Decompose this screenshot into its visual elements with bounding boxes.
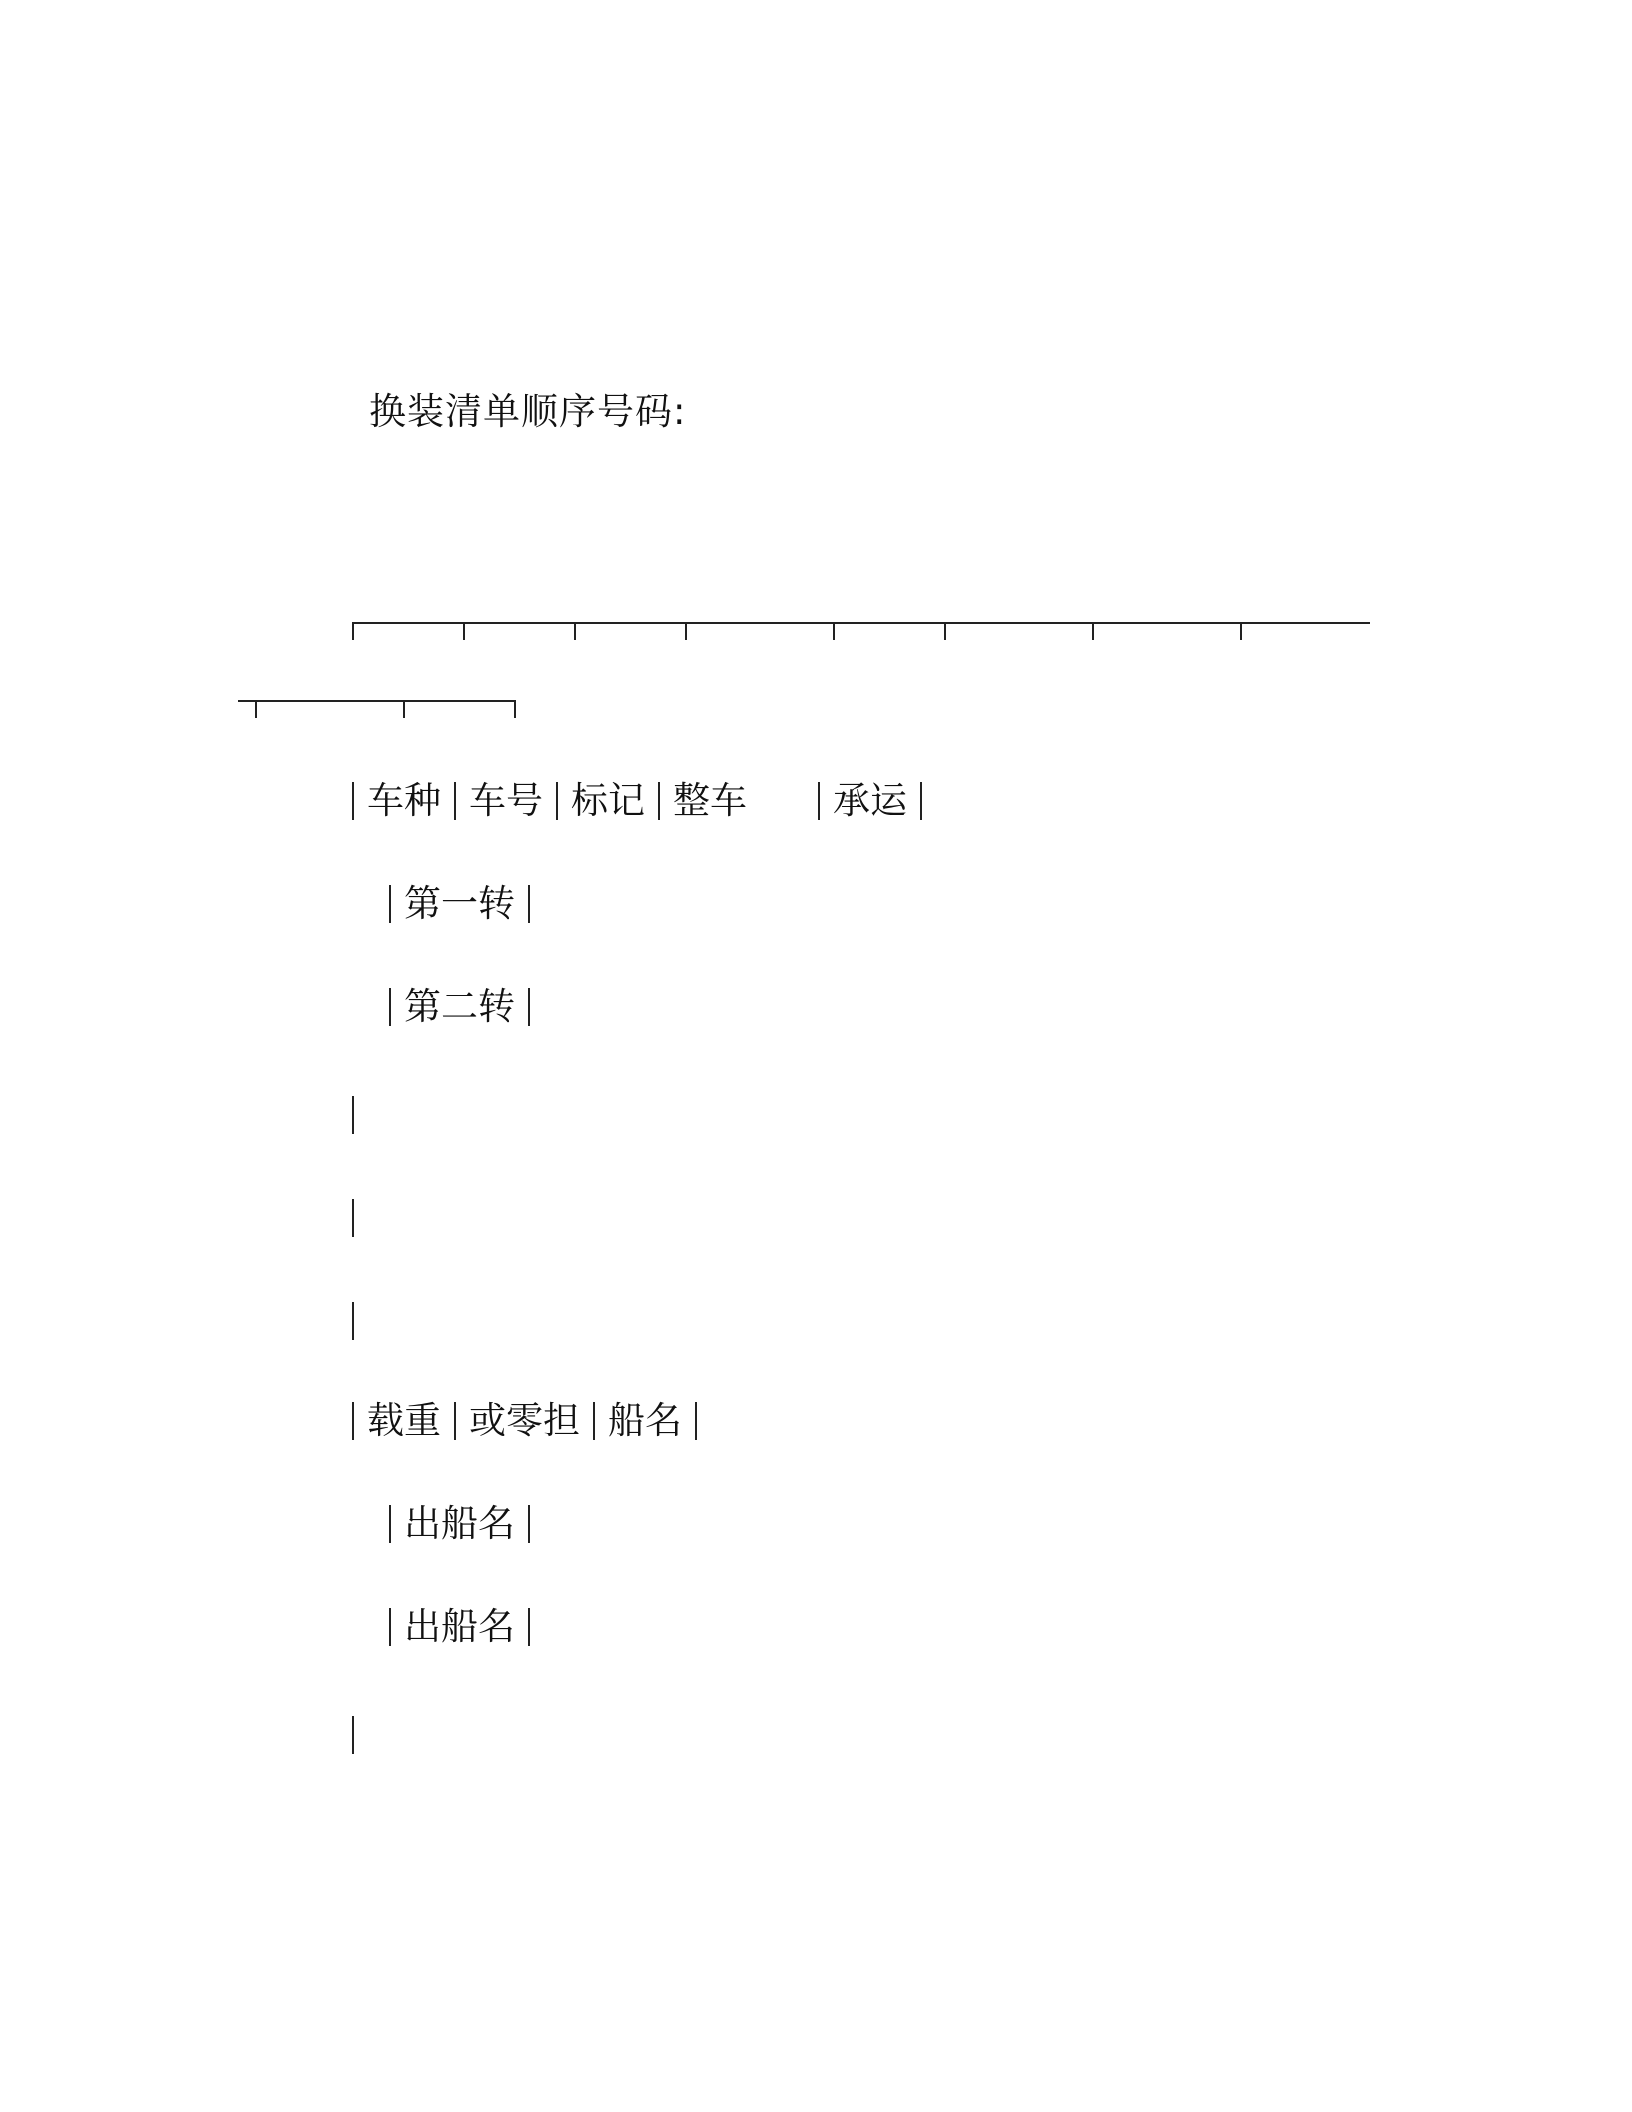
table-row-load bbox=[339, 1395, 710, 1447]
document-title: 换装清单顺序号码: bbox=[369, 390, 687, 433]
cell-departure-ship-name: 出船名 bbox=[404, 1605, 515, 1648]
cell-divider bbox=[818, 782, 820, 820]
left-border-segment bbox=[352, 1096, 354, 1134]
cell-full-load: 整车 bbox=[673, 779, 747, 822]
rule-tick bbox=[1240, 622, 1242, 640]
cell-divider bbox=[352, 1402, 354, 1440]
cell-departure-ship-name: 出船名 bbox=[404, 1502, 515, 1545]
rule-tick bbox=[514, 700, 516, 718]
cell-divider bbox=[528, 988, 530, 1026]
cell-marking: 标记 bbox=[571, 779, 645, 822]
left-border-segment bbox=[352, 1716, 354, 1754]
rule-tick bbox=[574, 622, 576, 640]
table-row-departure-ship-1 bbox=[376, 1498, 543, 1550]
second-rule bbox=[238, 700, 516, 702]
cell-divider bbox=[389, 988, 391, 1026]
rule-tick bbox=[944, 622, 946, 640]
cell-divider bbox=[389, 885, 391, 923]
rule-tick bbox=[833, 622, 835, 640]
rule-tick bbox=[255, 700, 257, 718]
table-row-header bbox=[339, 775, 935, 827]
rule-tick bbox=[403, 700, 405, 718]
table-row-second-transfer bbox=[376, 981, 543, 1033]
cell-divider bbox=[389, 1505, 391, 1543]
cell-vehicle-number: 车号 bbox=[469, 779, 543, 822]
cell-or-partial: 或零担 bbox=[469, 1399, 580, 1442]
cell-divider bbox=[528, 1608, 530, 1646]
cell-divider bbox=[920, 782, 922, 820]
cell-divider bbox=[454, 782, 456, 820]
rule-tick bbox=[685, 622, 687, 640]
cell-divider bbox=[352, 782, 354, 820]
cell-divider bbox=[695, 1402, 697, 1440]
table-row-departure-ship-2 bbox=[376, 1601, 543, 1653]
cell-divider bbox=[528, 885, 530, 923]
cell-first-transfer: 第一转 bbox=[404, 882, 515, 925]
cell-divider bbox=[593, 1402, 595, 1440]
left-border-segment bbox=[352, 1199, 354, 1237]
cell-carrier: 承运 bbox=[833, 779, 907, 822]
left-border-segment bbox=[352, 1302, 354, 1340]
cell-second-transfer: 第二转 bbox=[404, 985, 515, 1028]
rule-tick bbox=[463, 622, 465, 640]
top-rule bbox=[352, 622, 1370, 624]
table-row-first-transfer bbox=[376, 878, 543, 930]
cell-divider bbox=[556, 782, 558, 820]
cell-divider bbox=[389, 1608, 391, 1646]
cell-divider bbox=[528, 1505, 530, 1543]
cell-load-weight: 载重 bbox=[367, 1399, 441, 1442]
cell-vehicle-type: 车种 bbox=[367, 779, 441, 822]
rule-tick bbox=[352, 622, 354, 640]
cell-divider bbox=[454, 1402, 456, 1440]
rule-tick bbox=[1092, 622, 1094, 640]
cell-ship-name: 船名 bbox=[608, 1399, 682, 1442]
cell-divider bbox=[658, 782, 660, 820]
